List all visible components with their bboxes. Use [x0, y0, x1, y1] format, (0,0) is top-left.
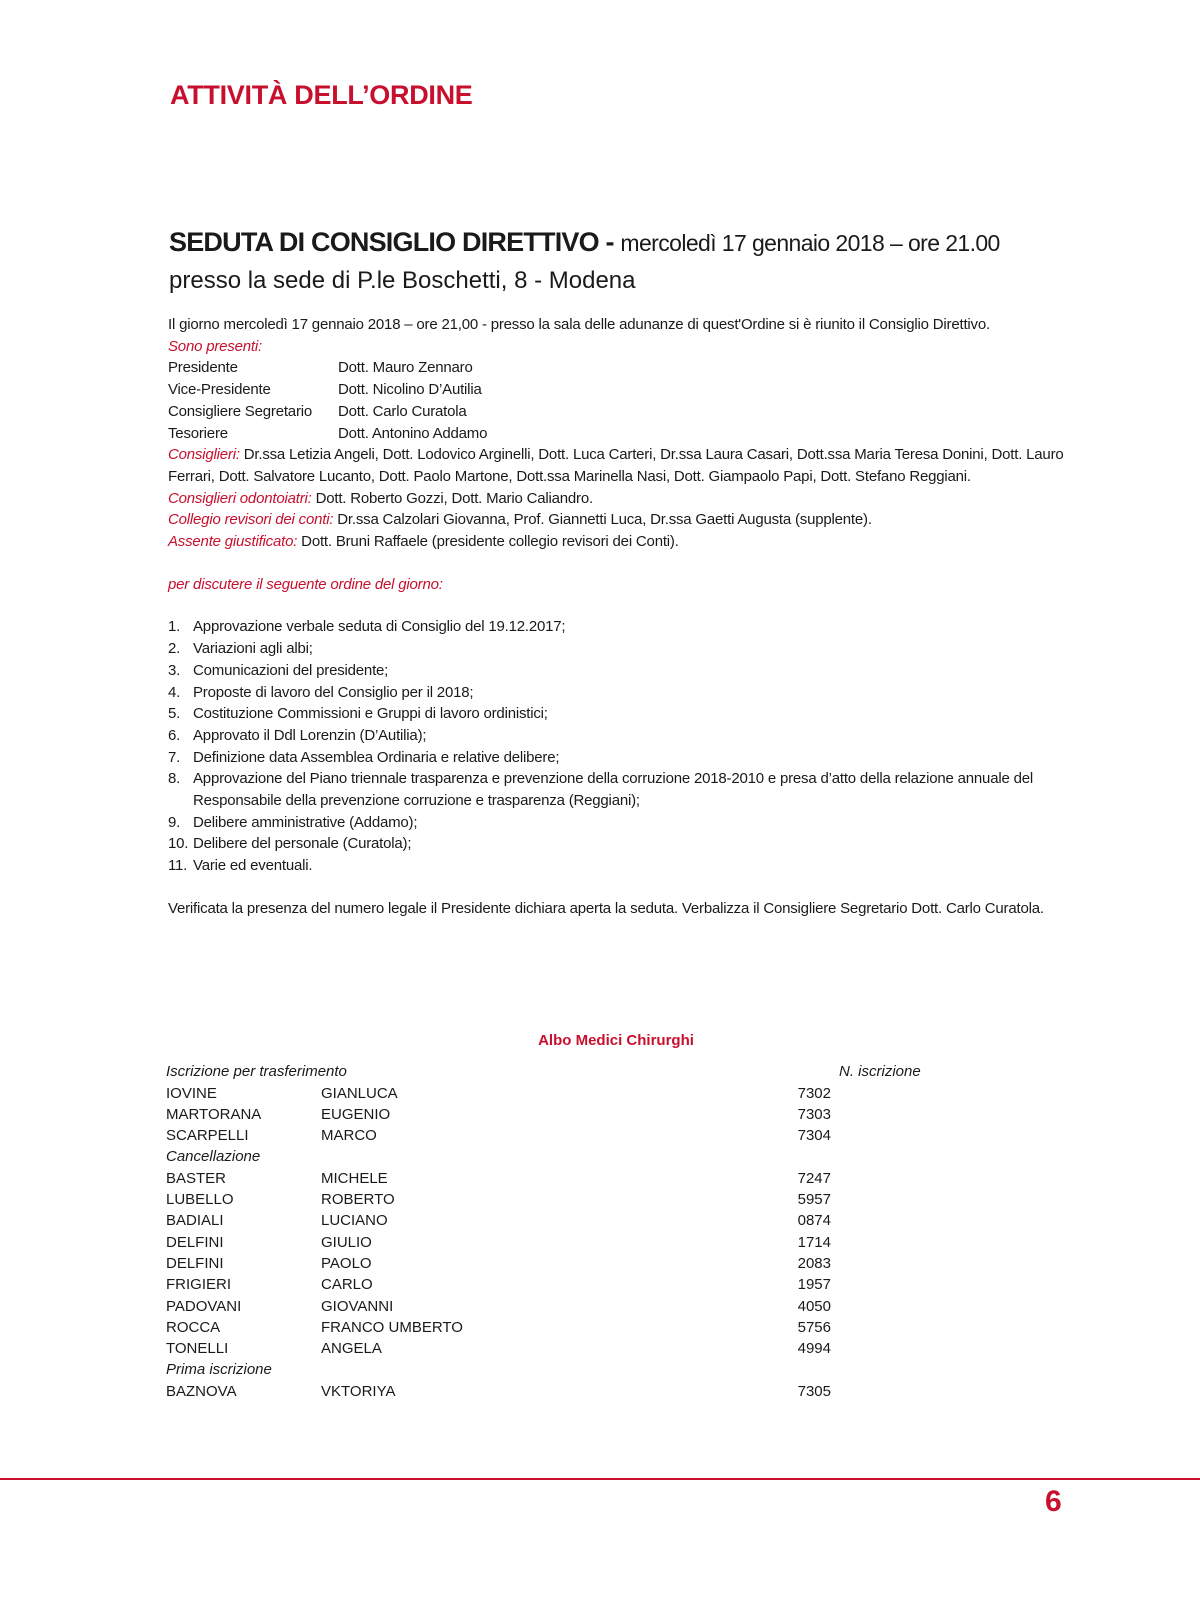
albo-row	[166, 1232, 936, 1253]
agenda-item	[168, 725, 1068, 747]
albo-row	[166, 1104, 936, 1125]
albo-row	[166, 1317, 936, 1338]
agenda-item	[168, 616, 1068, 638]
albo-row	[166, 1083, 936, 1104]
albo-surname: DELFINI	[166, 1254, 224, 1272]
agenda-text: Approvazione del Piano triennale trasparenza e prevenzione della corruzione 2018-2010 e presa d’atto della relazione annuale del Responsabile della prevenzione corruzione e trasparenza (Reggiani);	[193, 770, 1033, 810]
albo-name: GIANLUCA	[321, 1084, 398, 1102]
consiglieri-label: Consiglieri:	[168, 446, 240, 464]
agenda-item	[168, 703, 1068, 725]
meeting-title: SEDUTA DI CONSIGLIO DIRETTIVO -	[169, 227, 621, 257]
albo-number: 4050	[797, 1297, 831, 1315]
assente-paragraph	[168, 531, 1068, 553]
albo-title: Albo Medici Chirurghi	[538, 1032, 694, 1049]
albo-row	[166, 1168, 936, 1189]
albo-number: 7305	[797, 1382, 831, 1400]
albo-surname: LUBELLO	[166, 1191, 234, 1209]
section-title: ATTIVITÀ DELL’ORDINE	[170, 80, 473, 110]
agenda-text: Delibere amministrative (Addamo);	[193, 813, 418, 831]
agenda-number: 10.	[168, 835, 189, 853]
agenda-text: Delibere del personale (Curatola);	[193, 835, 412, 853]
albo-row	[166, 1189, 936, 1210]
agenda-text: Variazioni agli albi;	[193, 640, 313, 658]
agenda-item	[168, 833, 1068, 855]
meeting-intro: Il giorno mercoledì 17 gennaio 2018 – ore 21,00 - presso la sala delle adunanze di quest'Ordine si è riunito il Consiglio Direttivo.	[168, 316, 990, 333]
albo-surname: ROCCA	[166, 1318, 221, 1336]
agenda-number: 7.	[168, 748, 181, 766]
agenda-text: Proposte di lavoro del Consiglio per il 2018;	[193, 683, 474, 701]
meeting-place: presso la sede di P.le Boschetti, 8 - Modena	[169, 267, 636, 294]
agenda-label: per discutere il seguente ordine del giorno:	[168, 575, 443, 593]
agenda-number: 5.	[168, 705, 181, 723]
agenda-number: 6.	[168, 726, 181, 744]
albo-number: 5756	[797, 1318, 831, 1336]
albo-header-right: N. iscrizione	[839, 1063, 921, 1081]
closing-paragraph: Verificata la presenza del numero legale il Presidente dichiara aperta la seduta. Verbalizza il Consigliere Segretario Dott. Carlo Curatola.	[168, 899, 1044, 917]
albo-surname: SCARPELLI	[166, 1127, 249, 1145]
albo-name: ANGELA	[321, 1340, 382, 1358]
agenda-text: Approvazione verbale seduta di Consiglio del 19.12.2017;	[193, 618, 566, 636]
albo-row	[166, 1338, 936, 1359]
revisori-label: Collegio revisori dei conti:	[168, 511, 334, 529]
agenda-item	[168, 660, 1068, 682]
albo-number: 1957	[797, 1276, 831, 1294]
agenda-number: 3.	[168, 661, 181, 679]
albo-surname: BADIALI	[166, 1212, 224, 1230]
albo-number: 7304	[797, 1127, 831, 1145]
consiglieri-paragraph	[168, 444, 1068, 487]
meeting-heading	[169, 224, 1119, 299]
officers-list	[168, 357, 1068, 444]
footer-rule	[0, 1478, 1200, 1480]
albo-number: 1714	[797, 1233, 831, 1251]
agenda-number: 1.	[168, 618, 181, 636]
albo-row	[166, 1253, 936, 1274]
albo-row	[166, 1210, 936, 1231]
albo-number: 7247	[797, 1169, 831, 1187]
albo-name: VKTORIYA	[321, 1382, 396, 1400]
agenda-item	[168, 747, 1068, 769]
agenda-item	[168, 855, 1068, 877]
revisori-paragraph	[168, 509, 1068, 531]
presenti-label: Sono presenti:	[168, 337, 262, 355]
albo-number: 7303	[797, 1105, 831, 1123]
albo-surname: TONELLI	[166, 1340, 229, 1358]
agenda-text: Costituzione Commissioni e Gruppi di lavoro ordinistici;	[193, 705, 548, 723]
agenda-text: Comunicazioni del presidente;	[193, 661, 389, 679]
assente-name: Dott. Bruni Raffaele (presidente collegio revisori dei Conti).	[297, 533, 679, 551]
cancellazione-label: Cancellazione	[166, 1148, 261, 1166]
agenda-number: 11.	[168, 857, 188, 875]
odonto-names: Dott. Roberto Gozzi, Dott. Mario Caliandro.	[311, 489, 593, 507]
albo-number: 7302	[797, 1084, 831, 1102]
albo-surname: BAZNOVA	[166, 1382, 237, 1400]
albo-name: MARCO	[321, 1127, 377, 1145]
officer-name: Dott. Mauro Zennaro	[338, 359, 473, 377]
albo-row	[166, 1296, 936, 1317]
albo-name: MICHELE	[321, 1169, 388, 1187]
albo-name: LUCIANO	[321, 1212, 388, 1230]
agenda-number: 4.	[168, 683, 181, 701]
officer-name: Dott. Nicolino D’Autilia	[338, 381, 482, 399]
agenda-text: Approvato il Ddl Lorenzin (D’Autilia);	[193, 726, 427, 744]
albo-surname: BASTER	[166, 1169, 227, 1187]
albo-name: GIOVANNI	[321, 1297, 394, 1315]
albo-name: GIULIO	[321, 1233, 372, 1251]
albo-surname: PADOVANI	[166, 1297, 242, 1315]
albo-name: FRANCO UMBERTO	[321, 1318, 463, 1336]
albo-row	[166, 1125, 936, 1146]
albo-row	[166, 1274, 936, 1295]
albo-number: 0874	[797, 1212, 831, 1230]
consiglieri-names: Dr.ssa Letizia Angeli, Dott. Lodovico Arginelli, Dott. Luca Carteri, Dr.ssa Laura Casari, Dott.ssa Maria Teresa Donini, Dott. Lauro Ferrari, Dott. Salvatore Lucanto, Dott. Paolo Martone, Dott.ssa Marinella Nasi, Dott. Giampaolo Papi, Dott. Stefano Reggiani.	[168, 446, 1064, 485]
odonto-label: Consiglieri odontoiatri:	[168, 489, 312, 507]
agenda-item	[168, 812, 1068, 834]
officer-role: Tesoriere	[168, 424, 228, 442]
agenda-item	[168, 682, 1068, 704]
albo-header-left: Iscrizione per trasferimento	[166, 1063, 347, 1081]
albo-name: ROBERTO	[321, 1191, 395, 1209]
meeting-body	[168, 314, 1068, 920]
prima-iscrizione-label: Prima iscrizione	[166, 1361, 272, 1379]
albo-surname: DELFINI	[166, 1233, 224, 1251]
agenda-number: 8.	[168, 770, 181, 788]
albo-name: PAOLO	[321, 1254, 372, 1272]
agenda-text: Varie ed eventuali.	[193, 857, 313, 875]
albo-number: 2083	[797, 1254, 831, 1272]
agenda-list	[168, 616, 1068, 876]
assente-label: Assente giustificato:	[168, 533, 298, 551]
odonto-paragraph	[168, 488, 1068, 510]
meeting-date: mercoledì 17 gennaio 2018 – ore 21.00	[620, 230, 1000, 256]
albo-name: CARLO	[321, 1276, 373, 1294]
albo-name: EUGENIO	[321, 1105, 391, 1123]
officer-role: Presidente	[168, 359, 238, 377]
agenda-text: Definizione data Assemblea Ordinaria e relative delibere;	[193, 748, 560, 766]
officer-name: Dott. Carlo Curatola	[338, 402, 467, 420]
albo-surname: MARTORANA	[166, 1105, 262, 1123]
officer-role: Vice-Presidente	[168, 381, 271, 399]
albo-section	[166, 1030, 936, 1402]
agenda-item	[168, 768, 1068, 811]
albo-number: 5957	[797, 1191, 831, 1209]
albo-column-headers	[166, 1061, 936, 1082]
officer-name: Dott. Antonino Addamo	[338, 424, 488, 442]
albo-surname: IOVINE	[166, 1084, 217, 1102]
albo-number: 4994	[797, 1340, 831, 1358]
albo-surname: FRIGIERI	[166, 1276, 232, 1294]
agenda-item	[168, 638, 1068, 660]
page-number: 6	[1045, 1485, 1062, 1518]
officer-role: Consigliere Segretario	[168, 402, 313, 420]
agenda-number: 2.	[168, 640, 181, 658]
albo-row	[166, 1381, 936, 1402]
agenda-number: 9.	[168, 813, 181, 831]
revisori-names: Dr.ssa Calzolari Giovanna, Prof. Giannetti Luca, Dr.ssa Gaetti Augusta (supplente).	[333, 511, 872, 529]
